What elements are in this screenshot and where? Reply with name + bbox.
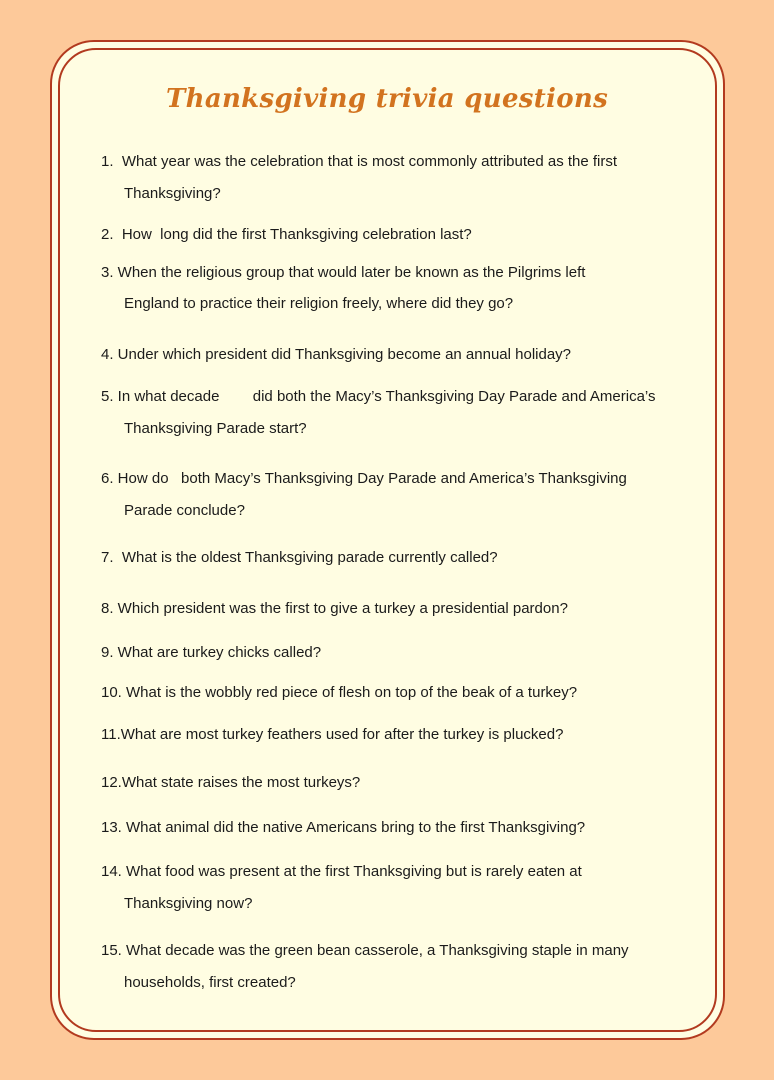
question-14: 14. What food was present at the first Thanksgiving but is rarely eaten at (101, 863, 582, 880)
question-1: 1. What year was the celebration that is most commonly attributed as the first (101, 153, 618, 170)
question-8: 8. Which president was the first to give a turkey a presidential pardon? (101, 600, 568, 617)
question-3: 3. When the religious group that would later be known as the Pilgrims left (101, 264, 586, 281)
question-6-continued: Parade conclude? (124, 502, 245, 519)
question-7: 7. What is the oldest Thanksgiving parade currently called? (101, 549, 498, 566)
question-3-continued: England to practice their religion freely, where did they go? (124, 295, 514, 312)
question-4: 4. Under which president did Thanksgiving become an annual holiday? (101, 346, 572, 363)
question-5-continued: Thanksgiving Parade start? (124, 420, 307, 437)
question-15-continued: households, first created? (124, 974, 296, 991)
question-10: 10. What is the wobbly red piece of flesh on top of the beak of a turkey? (101, 684, 578, 701)
question-1-continued: Thanksgiving? (124, 185, 221, 202)
question-12: 12.What state raises the most turkeys? (101, 774, 361, 791)
question-2: 2. How long did the first Thanksgiving celebration last? (101, 226, 472, 243)
page-title: Thanksgiving trivia questions (165, 84, 609, 114)
question-14-continued: Thanksgiving now? (124, 895, 253, 912)
question-5: 5. In what decade did both the Macy’s Thanksgiving Day Parade and America’s (101, 388, 656, 405)
question-13: 13. What animal did the native Americans bring to the first Thanksgiving? (101, 819, 586, 836)
question-11: 11.What are most turkey feathers used for after the turkey is plucked? (101, 726, 564, 743)
question-9: 9. What are turkey chicks called? (101, 644, 322, 661)
question-15: 15. What decade was the green bean casserole, a Thanksgiving staple in many (101, 942, 629, 959)
question-6: 6. How do both Macy’s Thanksgiving Day Parade and America’s Thanksgiving (101, 470, 627, 487)
